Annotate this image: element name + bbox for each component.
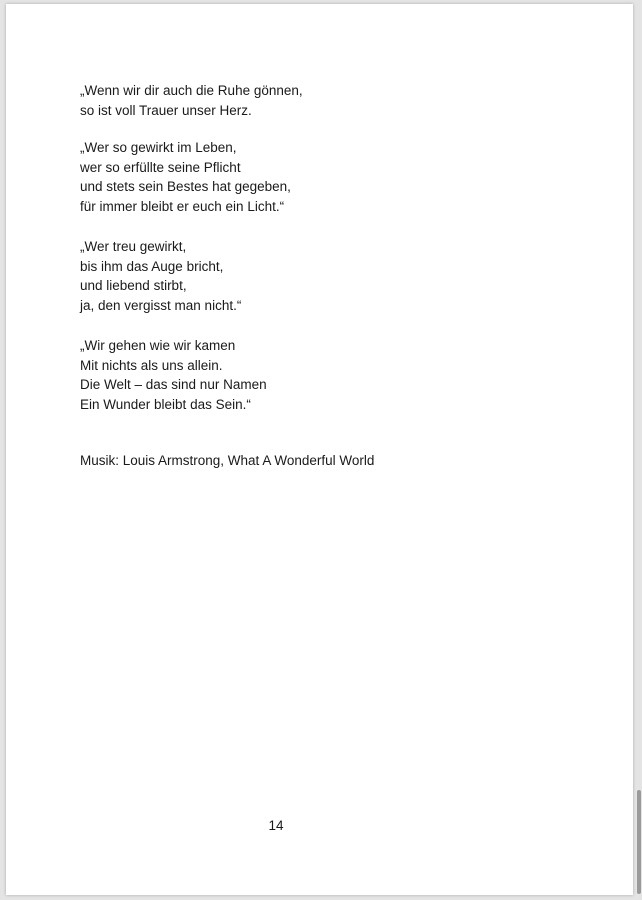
document-page xyxy=(6,4,633,895)
poem-line: und liebend stirbt, xyxy=(80,278,187,294)
page-number: 14 xyxy=(268,818,284,833)
poem-line: und stets sein Bestes hat gegeben, xyxy=(80,179,291,195)
poem-line: „Wer so gewirkt im Leben, xyxy=(80,140,237,155)
poem-stanza-3 xyxy=(80,237,241,315)
music-credit: Musik: Louis Armstrong, What A Wonderful World xyxy=(80,453,375,468)
poem-stanza-2 xyxy=(80,138,291,216)
scrollbar-thumb[interactable] xyxy=(637,790,641,894)
poem-line: bis ihm das Auge bricht, xyxy=(80,258,224,274)
poem-line: Ein Wunder bleibt das Sein.“ xyxy=(80,396,251,412)
poem-stanza-1 xyxy=(80,81,303,120)
poem-line: für immer bleibt er euch ein Licht.“ xyxy=(80,198,285,214)
poem-line: „Wir gehen wie wir kamen xyxy=(80,338,236,353)
poem-line: „Wenn wir dir auch die Ruhe gönnen, xyxy=(80,83,303,98)
poem-line: wer so erfüllte seine Pflicht xyxy=(80,159,241,175)
poem-line: „Wer treu gewirkt, xyxy=(80,239,187,254)
poem-stanza-4 xyxy=(80,336,267,414)
poem-line: so ist voll Trauer unser Herz. xyxy=(80,102,252,118)
poem-line: Mit nichts als uns allein. xyxy=(80,357,223,373)
poem-line: Die Welt – das sind nur Namen xyxy=(80,377,267,393)
poem-line: ja, den vergisst man nicht.“ xyxy=(80,297,242,313)
